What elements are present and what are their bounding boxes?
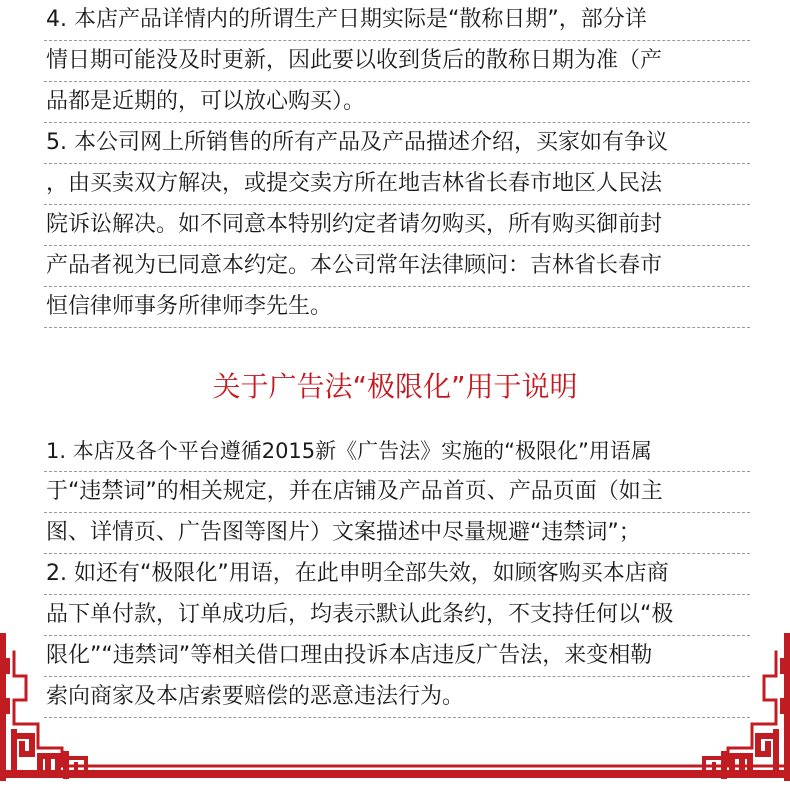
notice-line: 于“违禁词”的相关规定，并在店铺及产品首页、产品页面（如主: [44, 472, 750, 513]
notice-line: 4. 本店产品详情内的所谓生产日期实际是“散称日期”，部分详: [44, 0, 750, 41]
fretwork-corner-right-icon: [390, 636, 790, 778]
notice-line: 恒信律师事务所律师李先生。: [44, 287, 750, 328]
notice-line: 品都是近期的，可以放心购买）。: [44, 82, 750, 123]
notice-line: 5. 本公司网上所销售的所有产品及产品描述介绍，买家如有争议: [44, 123, 750, 164]
notice-line: 产品者视为已同意本约定。本公司常年法律顾问：吉林省长春市: [44, 246, 750, 287]
section-title: 关于广告法“极限化”用于说明: [212, 370, 578, 403]
notice-line: ，由买卖双方解决，或提交卖方所在地吉林省长春市地区人民法: [44, 164, 750, 205]
notice-line: 1. 本店及各个平台遵循2015新《广告法》实施的“极限化”用语属: [44, 431, 750, 472]
notice-line: 图、详情页、广告图等图片）文案描述中尽量规避“违禁词”；: [44, 513, 750, 554]
notice-line: 院诉讼解决。如不同意本特别约定者请勿购买，所有购买御前封: [44, 205, 750, 246]
notice-line: 限化”“违禁词”等相关借口理由投诉本店违反广告法，来变相勒: [44, 636, 750, 677]
notice-line: 情日期可能没及时更新，因此要以收到货后的散称日期为准（产: [44, 41, 750, 82]
notice-line: 品下单付款，订单成功后，均表示默认此条约，不支持任何以“极: [44, 595, 750, 636]
frame-bottom-band: [0, 770, 790, 778]
fretwork-corner-left-icon: [0, 636, 790, 778]
notice-line: 索向商家及本店索要赔偿的恶意违法行为。: [44, 677, 750, 718]
notice-line: 2. 如还有“极限化”用语，在此申明全部失效，如顾客购买本店商: [44, 554, 750, 595]
